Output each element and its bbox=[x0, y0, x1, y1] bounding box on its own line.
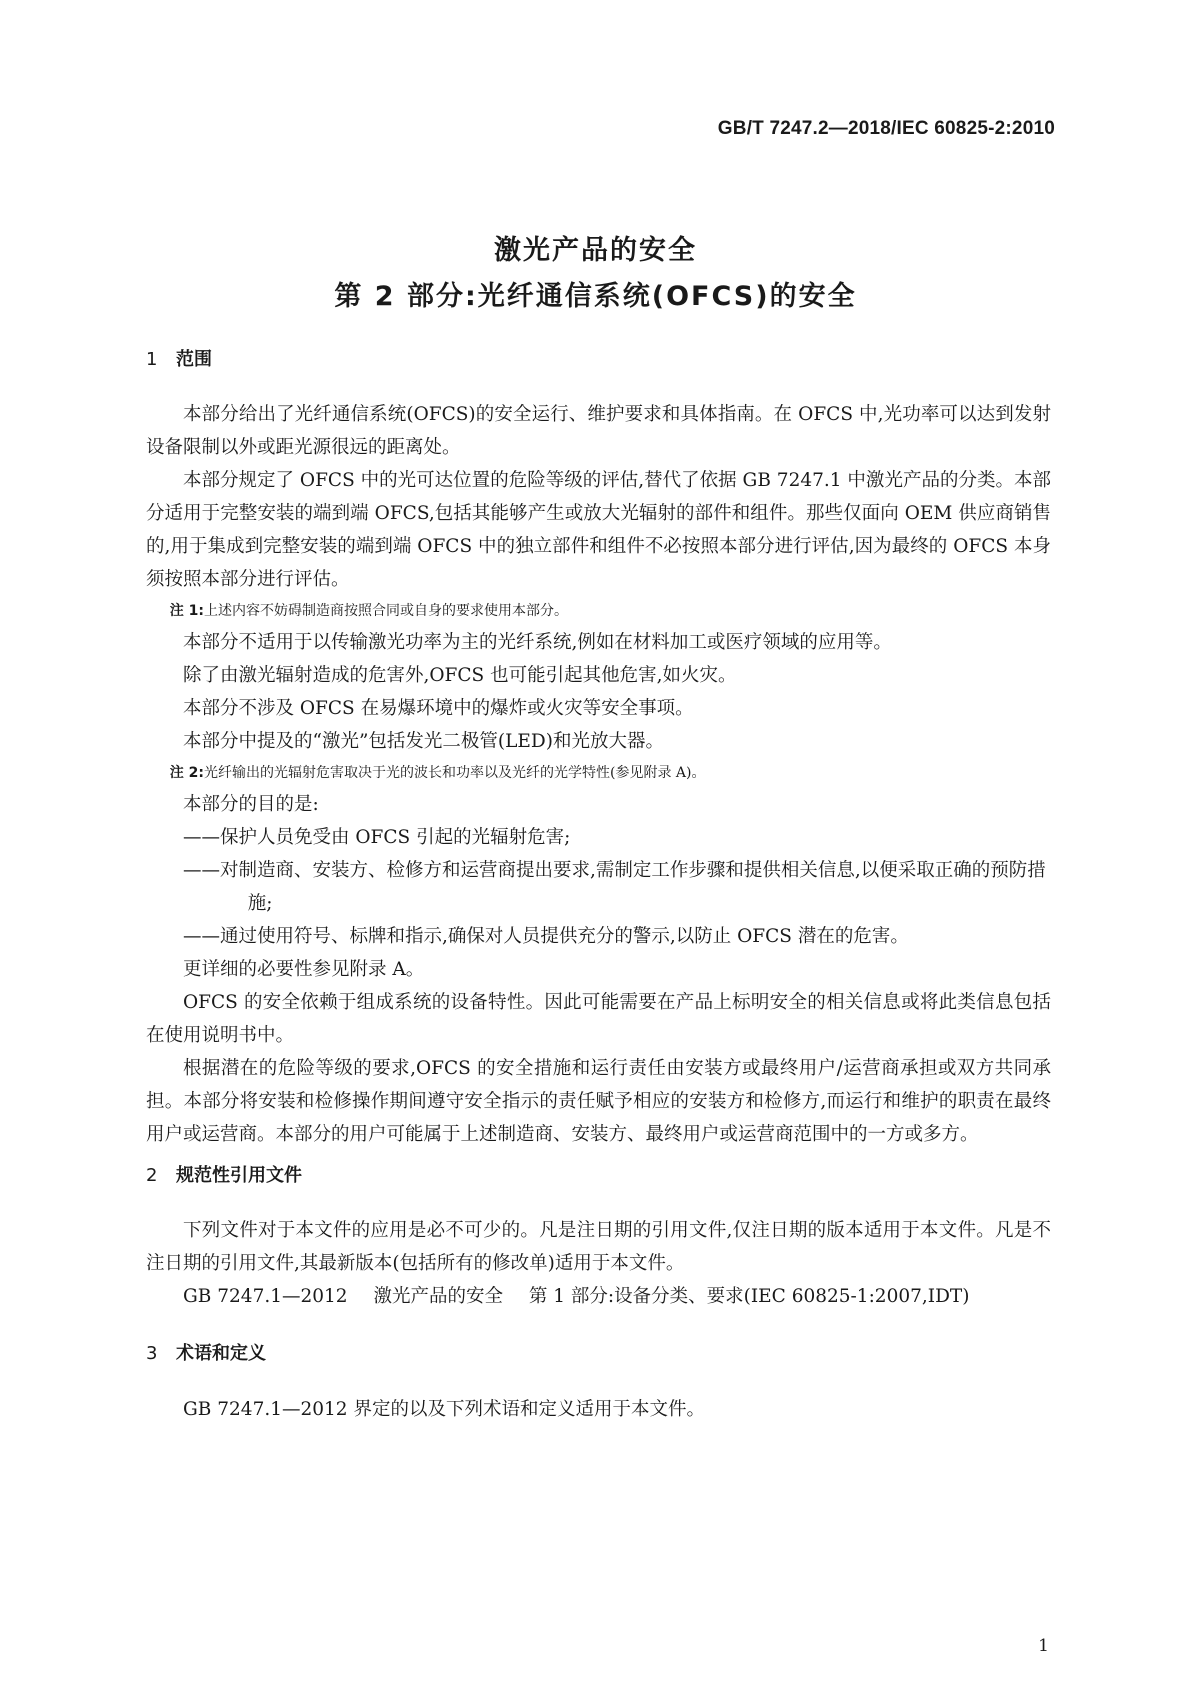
note bbox=[146, 596, 1051, 626]
section-number: 3 bbox=[146, 1343, 158, 1364]
section-title: 规范性引用文件 bbox=[176, 1165, 302, 1186]
paragraph: 本部分不适用于以传输激光功率为主的光纤系统,例如在材料加工或医疗领域的应用等。 bbox=[183, 632, 892, 653]
section-1-heading bbox=[146, 345, 212, 371]
section-2-heading bbox=[146, 1161, 302, 1187]
paragraph: 除了由激光辐射造成的危害外,OFCS 也可能引起其他危害,如火灾。 bbox=[183, 665, 737, 686]
page-number: 1 bbox=[1038, 1636, 1049, 1656]
document-subtitle: 第 2 部分:光纤通信系统(OFCS)的安全 bbox=[334, 281, 857, 312]
note bbox=[146, 758, 1051, 788]
paragraph: 根据潜在的危险等级的要求,OFCS 的安全措施和运行责任由安装方或最终用户/运营商承担或双方共同承担。本部分将安装和检修操作期间遵守安全指示的责任赋予相应的安装方和检修方,而运行和维护的职责在最终用户或运营商。本部分的用户可能属于上述制造商、安装方、最终用户或运营商范围中的一方或多方。 bbox=[146, 1058, 1051, 1145]
standard-identifier: GB/T 7247.2—2018/IEC 60825-2:2010 bbox=[717, 118, 1055, 139]
paragraph: 本部分不涉及 OFCS 在易爆环境中的爆炸或火灾等安全事项。 bbox=[183, 698, 694, 719]
list-item: ——对制造商、安装方、检修方和运营商提出要求,需制定工作步骤和提供相关信息,以便采取正确的预防措施; bbox=[183, 860, 1046, 914]
note-label: 注 2: bbox=[169, 765, 205, 781]
list-item: ——保护人员免受由 OFCS 引起的光辐射危害; bbox=[183, 827, 571, 848]
paragraph: 本部分规定了 OFCS 中的光可达位置的危险等级的评估,替代了依据 GB 7247.1 中激光产品的分类。本部分适用于完整安装的端到端 OFCS,包括其能够产生或放大光辐射的部件和组件。那些仅面向 OEM 供应商销售的,用于集成到完整安装的端到端 OFCS 中的独立部件和组件不必按照本部分进行评估,因为最终的 OFCS 本身须按照本部分进行评估。 bbox=[146, 470, 1051, 590]
paragraph: 本部分中提及的“激光”包括发光二极管(LED)和光放大器。 bbox=[183, 731, 664, 752]
paragraph: OFCS 的安全依赖于组成系统的设备特性。因此可能需要在产品上标明安全的相关信息或将此类信息包括在使用说明书中。 bbox=[146, 992, 1051, 1046]
section-number: 2 bbox=[146, 1165, 158, 1186]
reference-code: GB 7247.1—2012 bbox=[183, 1286, 348, 1307]
normative-reference bbox=[146, 1280, 1051, 1313]
section-title: 范围 bbox=[176, 349, 212, 370]
note-label: 注 1: bbox=[169, 603, 205, 619]
paragraph: 更详细的必要性参见附录 A。 bbox=[183, 959, 425, 980]
paragraph: 本部分给出了光纤通信系统(OFCS)的安全运行、维护要求和具体指南。在 OFCS 中,光功率可以达到发射设备限制以外或距光源很远的距离处。 bbox=[146, 404, 1051, 458]
reference-part: 第 1 部分:设备分类、要求(IEC 60825-1:2007,IDT) bbox=[528, 1286, 970, 1307]
paragraph: 本部分的目的是: bbox=[183, 794, 319, 815]
list-item: ——通过使用符号、标牌和指示,确保对人员提供充分的警示,以防止 OFCS 潜在的危害。 bbox=[183, 926, 909, 947]
section-2-body bbox=[146, 1214, 1051, 1313]
note-text: 上述内容不妨碍制造商按照合同或自身的要求使用本部分。 bbox=[204, 603, 569, 619]
document-title: 激光产品的安全 bbox=[494, 235, 697, 266]
section-number: 1 bbox=[146, 349, 158, 370]
section-3-body bbox=[146, 1393, 1051, 1426]
section-title: 术语和定义 bbox=[176, 1343, 266, 1364]
paragraph: GB 7247.1—2012 界定的以及下列术语和定义适用于本文件。 bbox=[183, 1399, 705, 1420]
reference-title: 激光产品的安全 bbox=[373, 1286, 503, 1307]
section-1-body bbox=[146, 398, 1051, 1151]
paragraph: 下列文件对于本文件的应用是必不可少的。凡是注日期的引用文件,仅注日期的版本适用于本文件。凡是不注日期的引用文件,其最新版本(包括所有的修改单)适用于本文件。 bbox=[146, 1220, 1051, 1274]
note-text: 光纤输出的光辐射危害取决于光的波长和功率以及光纤的光学特性(参见附录 A)。 bbox=[204, 765, 706, 781]
section-3-heading bbox=[146, 1339, 266, 1365]
